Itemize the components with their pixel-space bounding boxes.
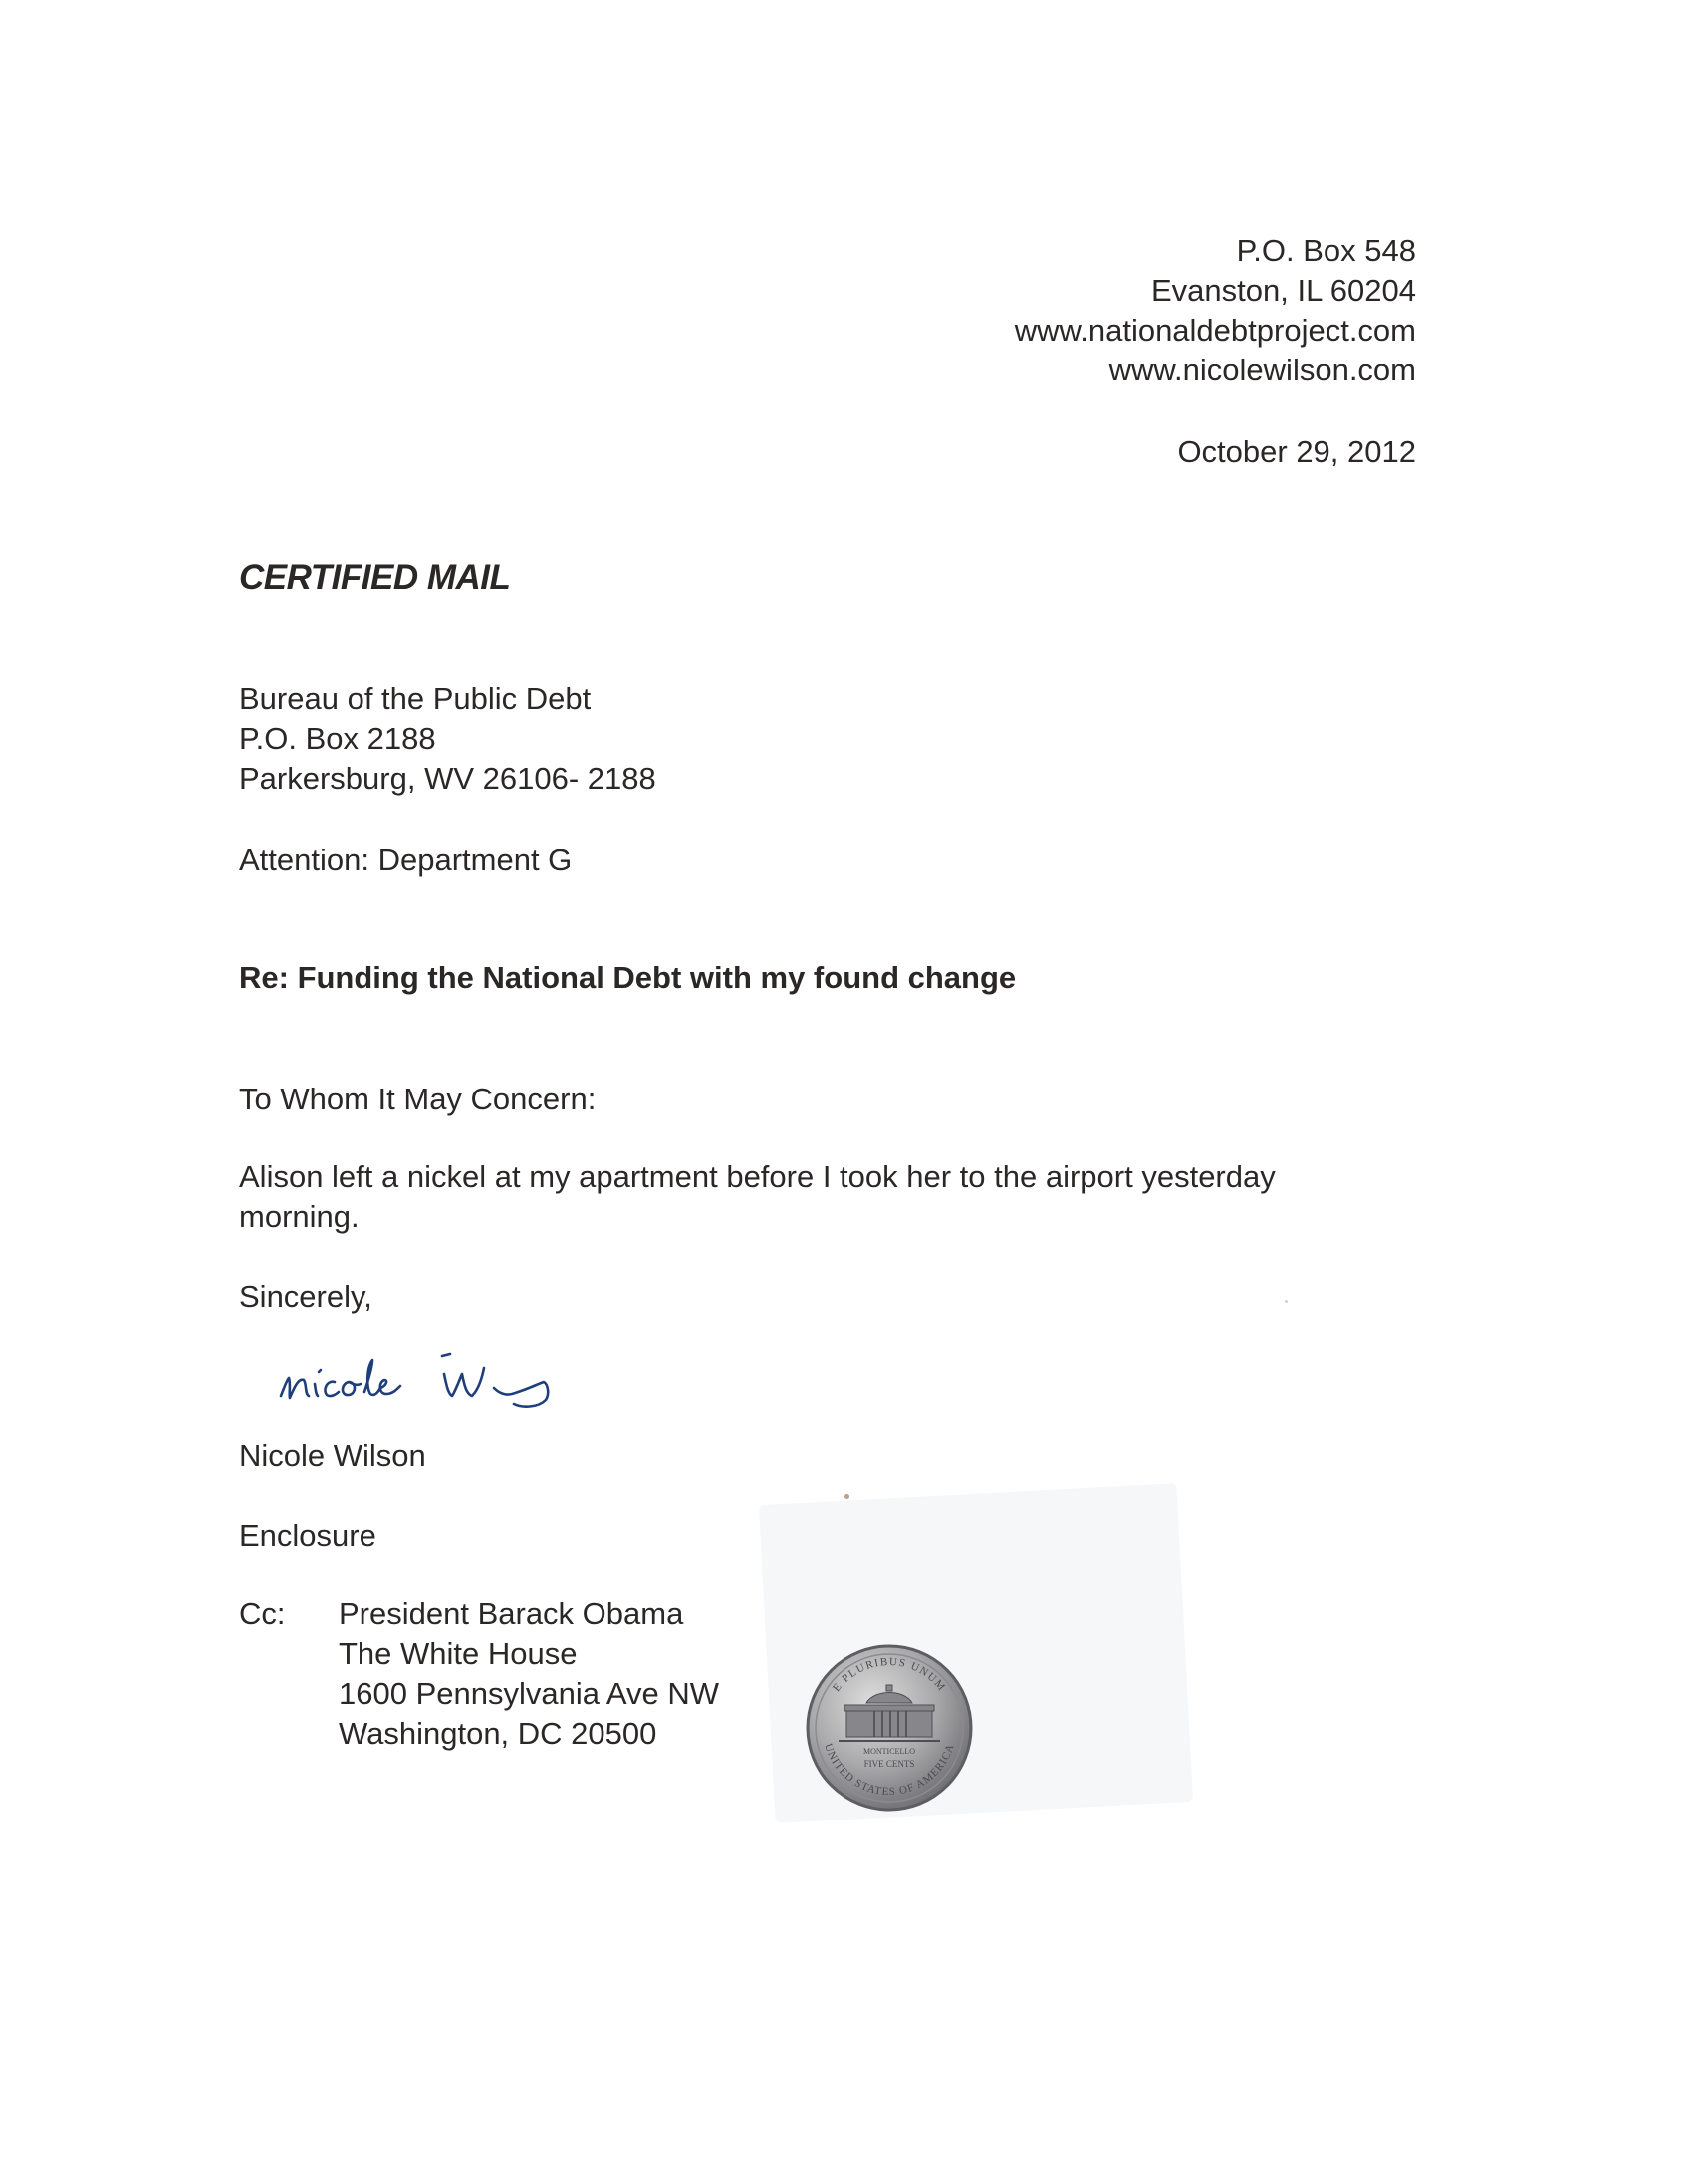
cc-address-line: Washington, DC 20500 [339, 1716, 657, 1751]
cc-label: Cc: [239, 1596, 286, 1631]
recipient-address [239, 679, 656, 799]
attention-line: Attention: Department G [239, 843, 573, 877]
closing: Sincerely, [239, 1279, 372, 1314]
cc-recipient [339, 1594, 719, 1754]
recipient-address-line: Bureau of the Public Debt [239, 681, 592, 716]
letter-date: October 29, 2012 [1177, 434, 1416, 469]
coin-top-inscription: E PLURIBUS UNUM [830, 1655, 948, 1695]
cc-address-line: The White House [339, 1636, 578, 1671]
nickel-coin-image [805, 1643, 974, 1813]
sender-address-line: P.O. Box 548 [1236, 233, 1416, 268]
certified-mail-heading: CERTIFIED MAIL [239, 558, 511, 597]
salutation: To Whom It May Concern: [239, 1082, 597, 1116]
subject-line: Re: Funding the National Debt with my found change [239, 960, 1017, 995]
cc-address-line: 1600 Pennsylvania Ave NW [339, 1676, 719, 1711]
cc-address-line: President Barack Obama [339, 1596, 684, 1631]
coin-building-inscription: MONTICELLO [863, 1747, 915, 1756]
sender-address-line: Evanston, IL 60204 [1151, 273, 1416, 308]
paper-speck [844, 1494, 849, 1499]
paper-speck [1285, 1300, 1288, 1303]
sender-address [1015, 231, 1416, 390]
handwritten-signature [269, 1305, 647, 1424]
coin-bottom-inscription: UNITED STATES OF AMERICA [822, 1742, 957, 1799]
sender-website-link: www.nationaldebtproject.com [1014, 313, 1416, 348]
sender-website-link: www.nicolewilson.com [1108, 353, 1416, 387]
signer-name: Nicole Wilson [239, 1438, 426, 1473]
enclosure-note: Enclosure [239, 1518, 376, 1553]
recipient-address-line: P.O. Box 2188 [239, 721, 436, 756]
recipient-address-line: Parkersburg, WV 26106- 2188 [239, 761, 656, 796]
coin-denomination: FIVE CENTS [863, 1759, 915, 1769]
letter-body: Alison left a nickel at my apartment before I took her to the airport yesterday morning. [239, 1159, 1276, 1234]
